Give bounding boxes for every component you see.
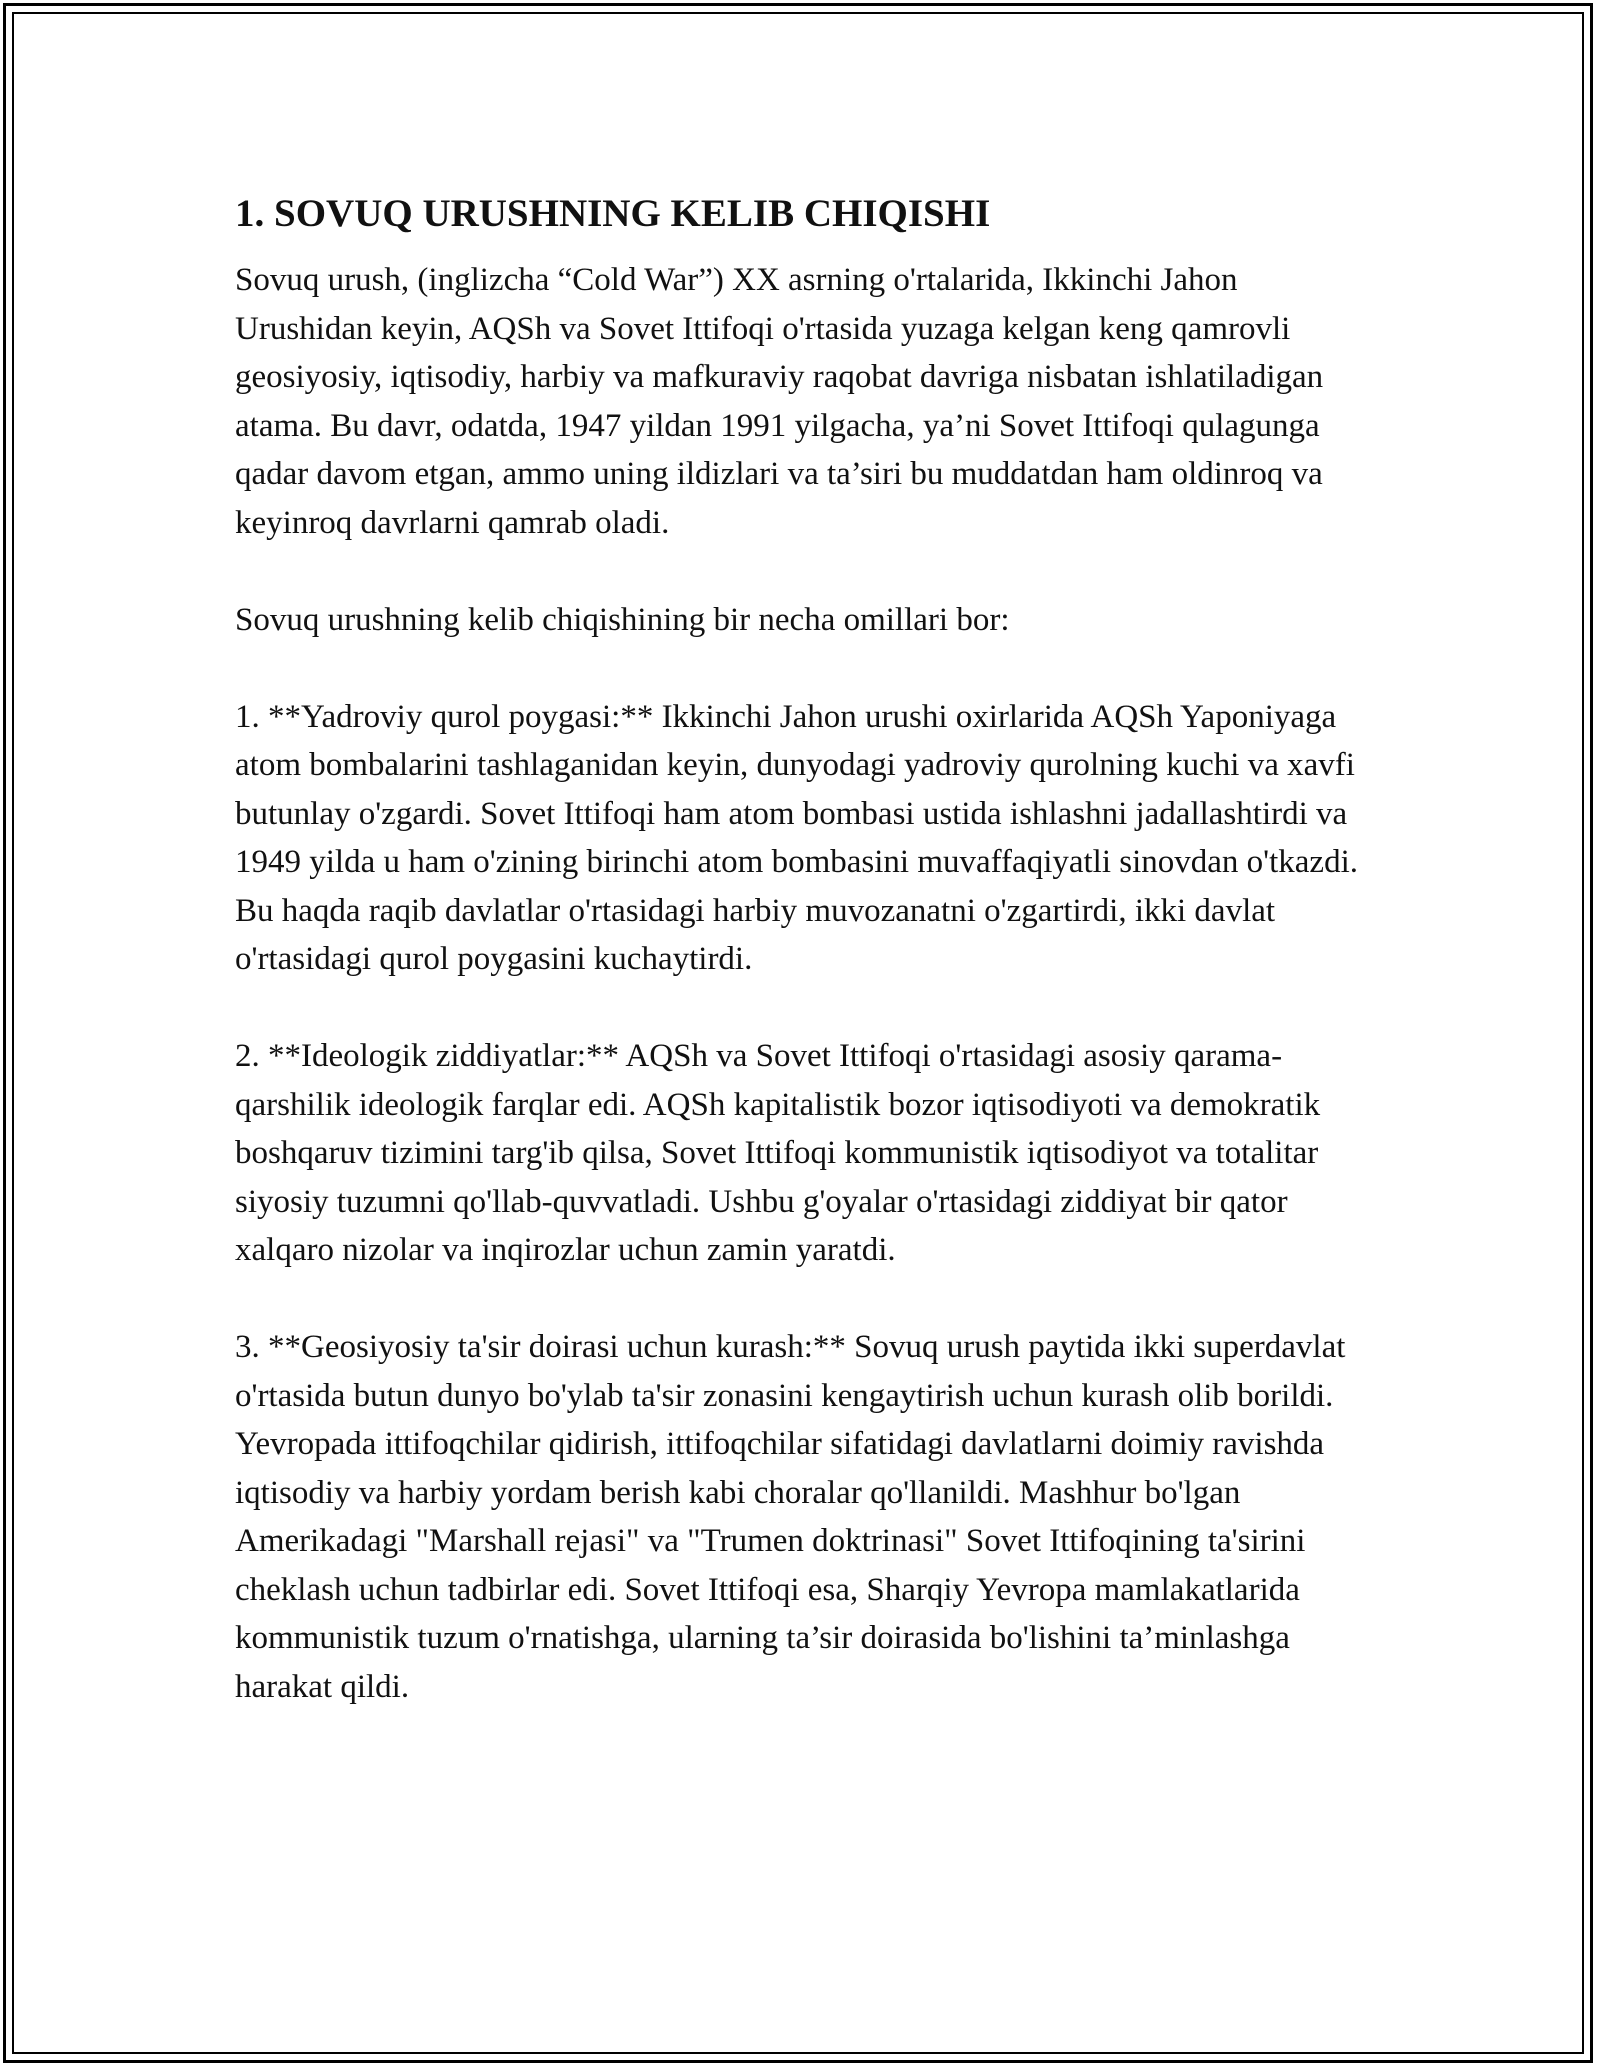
document-title: 1. SOVUQ URUSHNING KELIB CHIQISHI <box>235 192 991 235</box>
paragraph-ideological-conflicts: 2. **Ideologik ziddiyatlar:** AQSh va Sovet Ittifoqi o'rtasidagi asosiy qarama-qarshilik ideologik farqlar edi. AQSh kapitalistik bozor iqtisodiyoti va demokratik boshqaruv tizimini targ'ib qilsa, Sovet Ittifoqi kommunistik iqtisodiyot va totalitar siyosiy tuzumni qo'llab-quvvatladi. Ushbu g'oyalar o'rtasidagi ziddiyat bir qator xalqaro nizolar va inqirozlar uchun zamin yaratdi. <box>235 1038 1321 1268</box>
document-body <box>235 186 1375 1711</box>
paragraph-nuclear-arms-race: 1. **Yadroviy qurol poygasi:** Ikkinchi Jahon urushi oxirlarida AQSh Yaponiyaga atom bombalarini tashlaganidan keyin, dunyodagi yadroviy qurolning kuchi va xavfi butunlay o'zgardi. Sovet Ittifoqi ham atom bombasi ustida ishlashni jadallashtirdi va 1949 yilda u ham o'zining birinchi atom bombasini muvaffaqiyatli sinovdan o'tkazdi. Bu haqda raqib davlatlar o'rtasidagi harbiy muvozanatni o'zgartirdi, ikki davlat o'rtasidagi qurol poygasini kuchaytirdi. <box>235 698 1358 977</box>
paragraph-geopolitical-struggle: 3. **Geosiyosiy ta'sir doirasi uchun kurash:** Sovuq urush paytida ikki superdavlat o'rtasida butun dunyo bo'ylab ta'sir zonasini kengaytirish uchun kurash olib borildi. Yevropada ittifoqchilar qidirish, ittifoqchilar sifatidagi davlatlarni doimiy ravishda iqtisodiy va harbiy yordam berish kabi choralar qo'llanildi. Mashhur bo'lgan Amerikadagi "Marshall rejasi" va "Trumen doktrinasi" Sovet Ittifoqining ta'sirini cheklash uchun tadbirlar edi. Sovet Ittifoqi esa, Sharqiy Yevropa mamlakatlarida kommunistik tuzum o'rnatishga, ularning ta’sir doirasida bo'lishini ta’minlashga harakat qildi. <box>235 1329 1346 1705</box>
paragraph-intro: Sovuq urush, (inglizcha “Cold War”) XX asrning o'rtalarida, Ikkinchi Jahon Urushidan keyin, AQSh va Sovet Ittifoqi o'rtasida yuzaga kelgan keng qamrovli geosiyosiy, iqtisodiy, harbiy va mafkuraviy raqobat davriga nisbatan ishlatiladigan atama. Bu davr, odatda, 1947 yildan 1991 yilgacha, ya’ni Sovet Ittifoqi qulagunga qadar davom etgan, ammo uning ildizlari va ta’siri bu muddatdan ham oldinroq va keyinroq davrlarni qamrab oladi. <box>235 262 1324 541</box>
paragraph-factors-lead: Sovuq urushning kelib chiqishining bir necha omillari bor: <box>235 601 1010 638</box>
